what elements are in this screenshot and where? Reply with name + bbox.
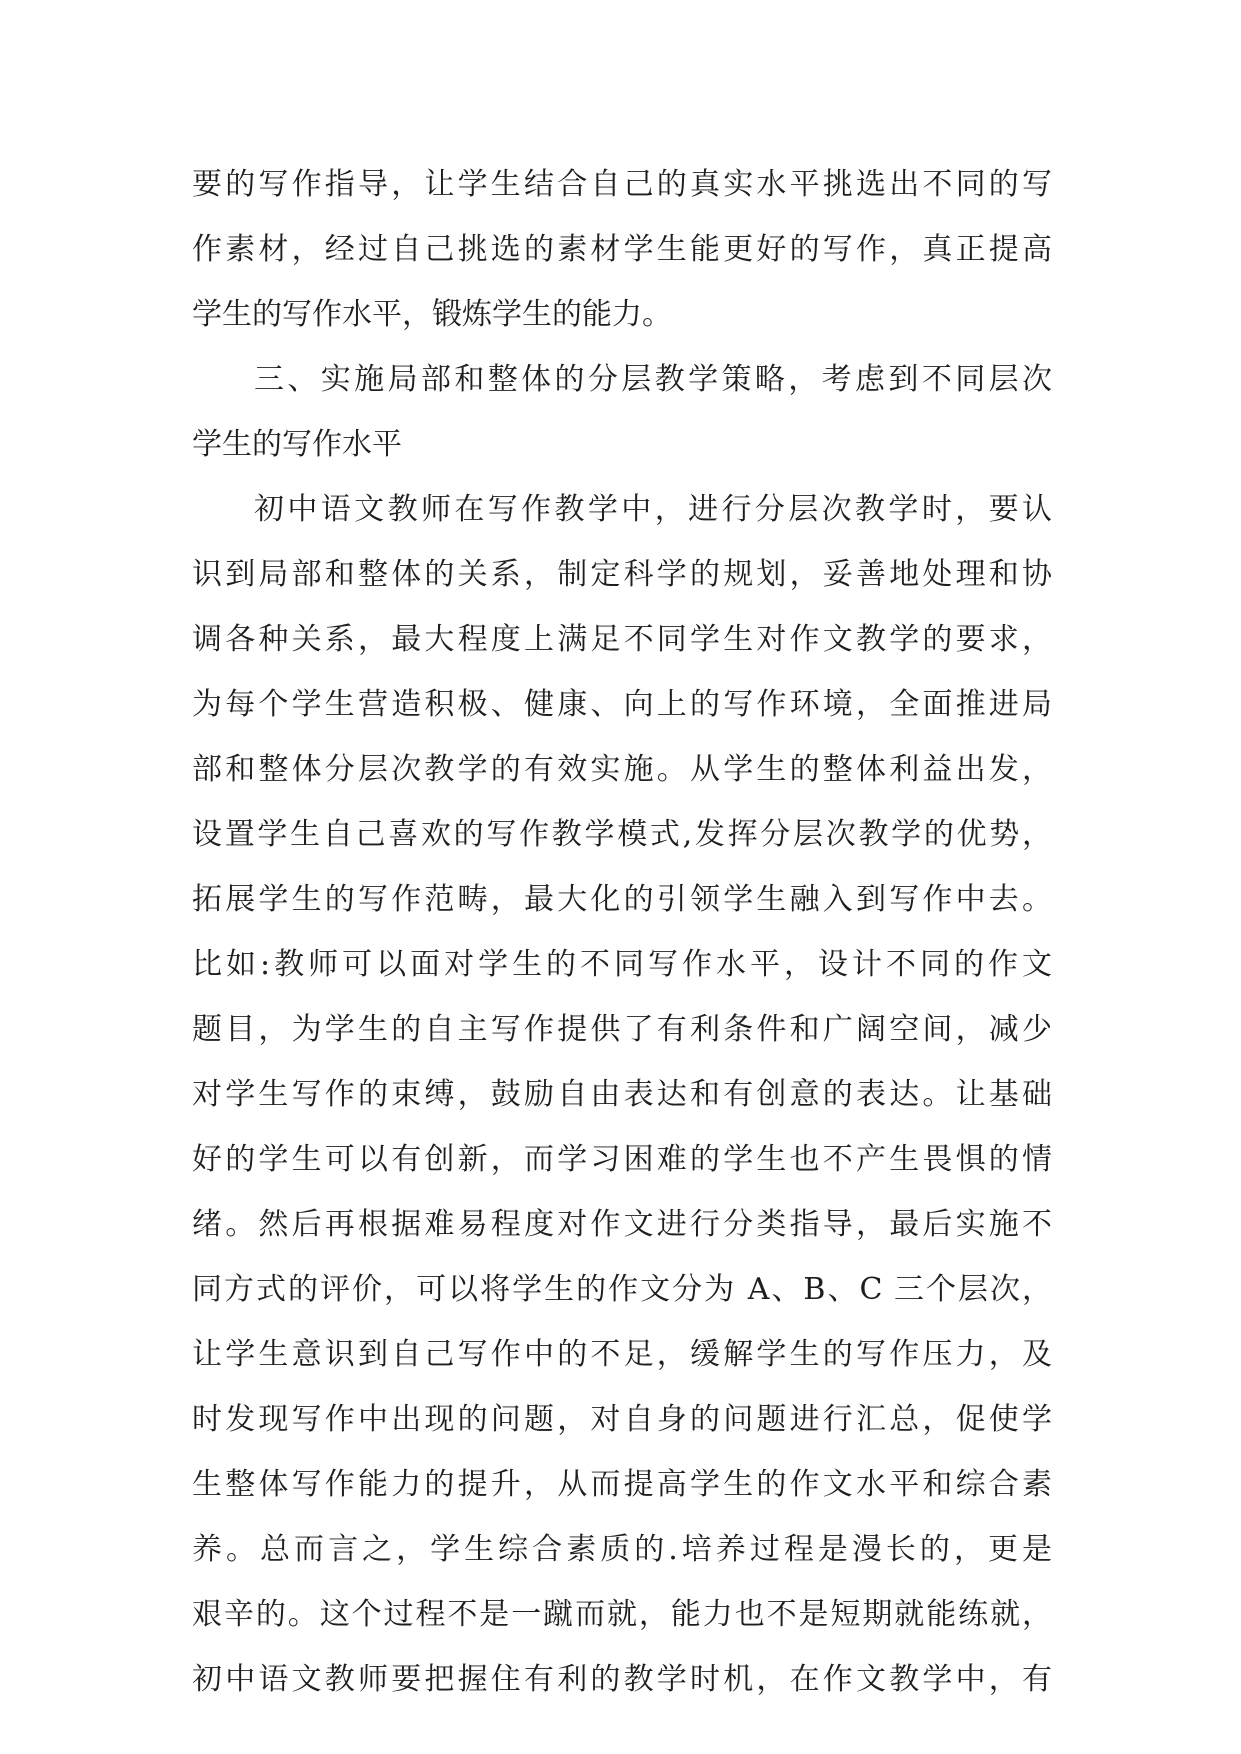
section-heading-line: 三、实施局部和整体的分层教学策略，考虑到不同层次 [254,362,1052,397]
text-line: 让学生意识到自己写作中的不足，缓解学生的写作压力，及 [192,1337,1052,1372]
body-text [192,152,1052,1712]
text-line: 绪。然后再根据难易程度对作文进行分类指导，最后实施不 [192,1207,1052,1242]
text-line: 养。总而言之，学生综合素质的.培养过程是漫长的，更是 [192,1532,1052,1567]
text-line: 时发现写作中出现的问题，对自身的问题进行汇总，促使学 [192,1402,1052,1437]
text-line: 好的学生可以有创新，而学习困难的学生也不产生畏惧的情 [192,1142,1052,1177]
text-line: 初中语文教师在写作教学中，进行分层次教学时，要认 [254,492,1052,527]
text-line: 比如:教师可以面对学生的不同写作水平，设计不同的作文 [192,947,1052,982]
text-line: 调各种关系，最大程度上满足不同学生对作文教学的要求， [192,622,1052,657]
text-line: 部和整体分层次教学的有效实施。从学生的整体利益出发， [192,752,1052,787]
text-line: 设置学生自己喜欢的写作教学模式,发挥分层次教学的优势， [192,817,1052,852]
text-line: 题目，为学生的自主写作提供了有利条件和广阔空间，减少 [192,1012,1052,1047]
text-line: 作素材，经过自己挑选的素材学生能更好的写作，真正提高 [192,232,1052,267]
text-line: 学生的写作水平，锻炼学生的能力。 [192,297,672,332]
text-line: 为每个学生营造积极、健康、向上的写作环境，全面推进局 [192,687,1052,722]
text-line: 对学生写作的束缚，鼓励自由表达和有创意的表达。让基础 [192,1077,1052,1112]
text-line: 同方式的评价，可以将学生的作文分为 A、B、C 三个层次， [192,1272,1052,1307]
text-line: 识到局部和整体的关系，制定科学的规划，妥善地处理和协 [192,557,1052,592]
text-line: 生整体写作能力的提升，从而提高学生的作文水平和综合素 [192,1467,1052,1502]
text-line: 初中语文教师要把握住有利的教学时机，在作文教学中，有 [192,1662,1052,1697]
section-heading-line: 学生的写作水平 [192,427,402,462]
text-line: 艰辛的。这个过程不是一蹴而就，能力也不是短期就能练就， [192,1597,1052,1632]
text-line: 拓展学生的写作范畴，最大化的引领学生融入到写作中去。 [192,882,1052,917]
text-line: 要的写作指导，让学生结合自己的真实水平挑选出不同的写 [192,167,1052,202]
